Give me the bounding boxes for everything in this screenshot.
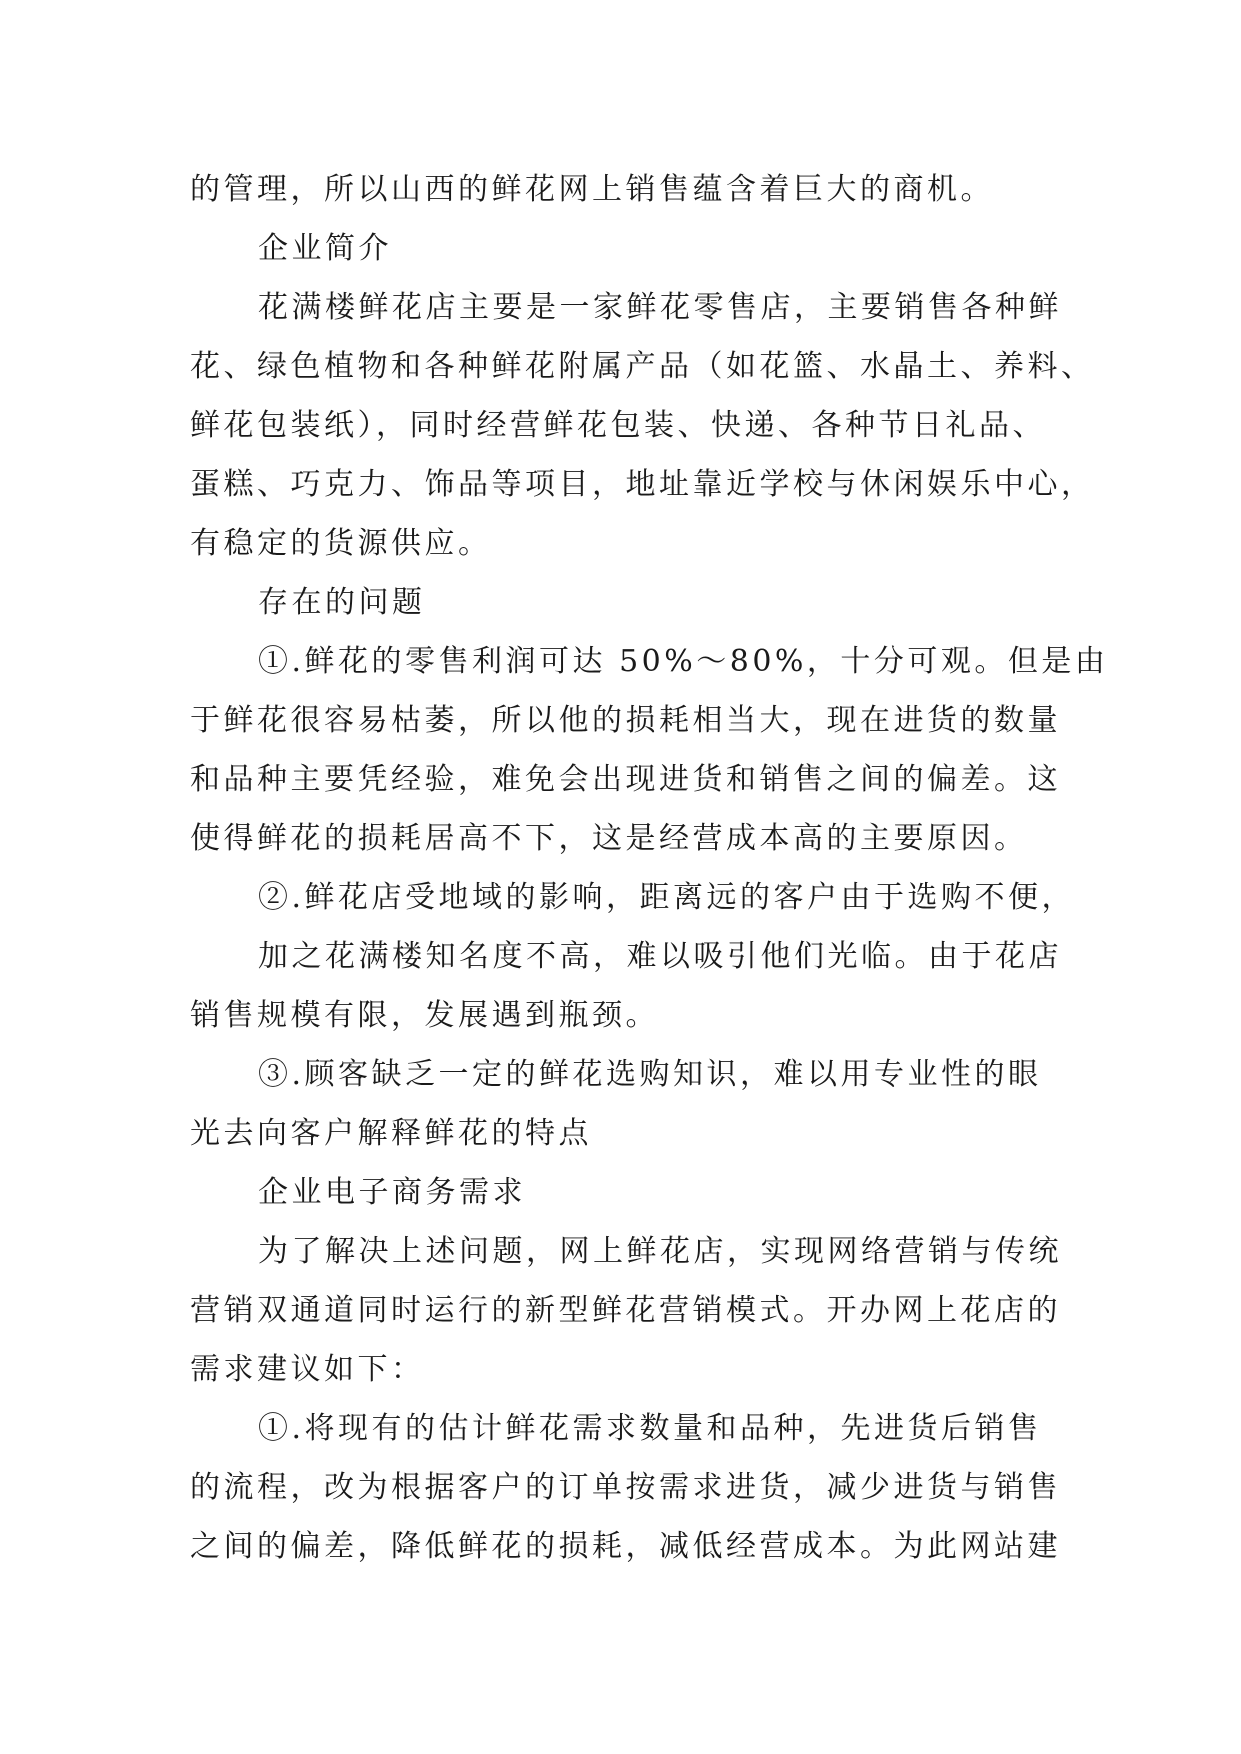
- body-text-line: 使得鲜花的损耗居高不下，这是经营成本高的主要原因。: [190, 821, 1028, 856]
- section-heading-problems: 存在的问题: [258, 585, 426, 620]
- body-text-line: 有稳定的货源供应。: [190, 526, 492, 561]
- section-heading-company-profile: 企业简介: [258, 231, 392, 266]
- document-page: [190, 160, 1109, 1576]
- body-text-line: 鲜花包装纸），同时经营鲜花包装、快递、各种节日礼品、: [190, 408, 1046, 443]
- body-text-line: 和品种主要凭经验，难免会出现进货和销售之间的偏差。这: [190, 762, 1061, 797]
- body-text-line: 蛋糕、巧克力、饰品等项目，地址靠近学校与休闲娱乐中心，: [190, 467, 1095, 502]
- body-text-line: 销售规模有限，发展遇到瓶颈。: [190, 998, 659, 1033]
- body-text-line: 花、绿色植物和各种鲜花附属产品（如花篮、水晶土、养料、: [190, 349, 1095, 384]
- body-text-line: 营销双通道同时运行的新型鲜花营销模式。开办网上花店的: [190, 1293, 1061, 1328]
- paragraph-first-line: 花满楼鲜花店主要是一家鲜花零售店，主要销售各种鲜: [258, 290, 1062, 325]
- list-item-first-line: ①.鲜花的零售利润可达 50%～80%，十分可观。但是由: [258, 644, 1109, 679]
- body-text-line: 光去向客户解释鲜花的特点: [190, 1116, 592, 1151]
- list-item-first-line: ①.将现有的估计鲜花需求数量和品种，先进货后销售: [258, 1411, 1042, 1446]
- list-item-first-line: ②.鲜花店受地域的影响，距离远的客户由于选购不便，: [258, 880, 1076, 915]
- body-text-line: 之间的偏差，降低鲜花的损耗，减低经营成本。为此网站建: [190, 1529, 1061, 1564]
- body-text-line: 需求建议如下：: [190, 1352, 425, 1387]
- body-text-line: 加之花满楼知名度不高，难以吸引他们光临。由于花店: [258, 939, 1062, 974]
- paragraph-first-line: 为了解决上述问题，网上鲜花店，实现网络营销与传统: [258, 1234, 1062, 1269]
- list-item-first-line: ③.顾客缺乏一定的鲜花选购知识，难以用专业性的眼: [258, 1057, 1042, 1092]
- section-heading-ecommerce-needs: 企业电子商务需求: [258, 1175, 526, 1210]
- body-text-line: 的管理，所以山西的鲜花网上销售蕴含着巨大的商机。: [190, 172, 994, 207]
- body-text-line: 于鲜花很容易枯萎，所以他的损耗相当大，现在进货的数量: [190, 703, 1061, 738]
- body-text-line: 的流程，改为根据客户的订单按需求进货，减少进货与销售: [190, 1470, 1061, 1505]
